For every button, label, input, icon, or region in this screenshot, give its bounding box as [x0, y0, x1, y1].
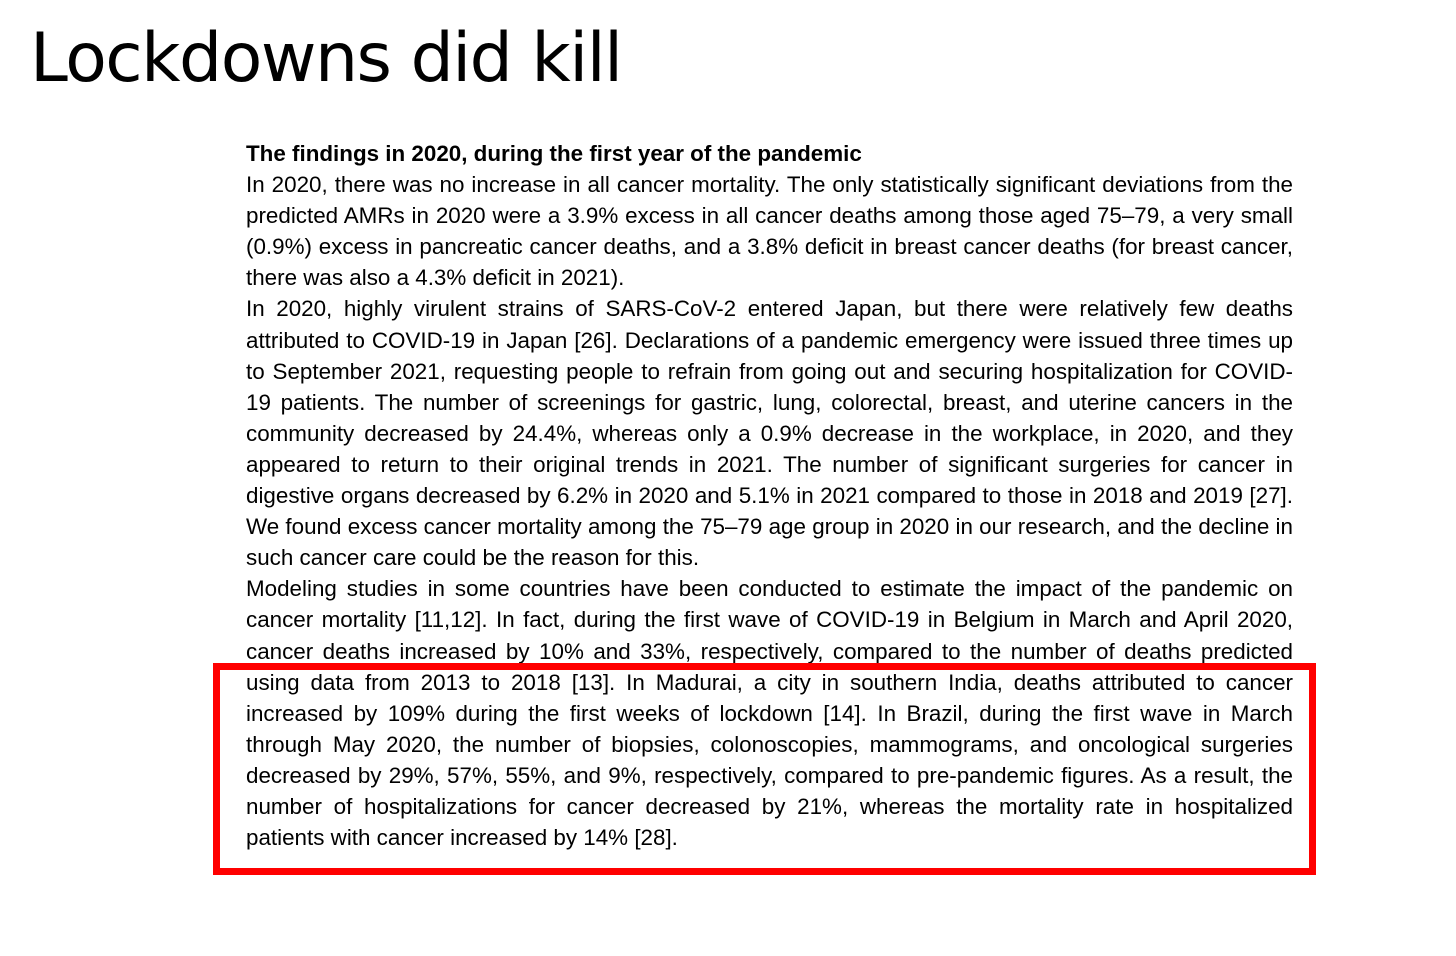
section-heading: The findings in 2020, during the first year of the pandemic — [246, 141, 862, 166]
paragraph-japan-screenings: In 2020, highly virulent strains of SARS-CoV-2 entered Japan, but there were relatively few deaths attributed to COVID-19 in Japan [26]. Declarations of a pandemic emergency were issued three times up to September 2021, requesting people to refrain from going out and securing hospitalization for COVID-19 patients. The number of screenings for gastric, lung, colorectal, breast, and uterine cancers in the community decreased by 24.4%, whereas only a 0.9% decrease in the workplace, in 2020, and they appeared to return to their original trends in 2021. The number of significant surgeries for cancer in digestive organs decreased by 6.2% in 2020 and 5.1% in 2021 compared to those in 2018 and 2019 [27]. We found excess cancer mortality among the 75–79 age group in 2020 in our research, and the decline in such cancer care could be the reason for this. — [246, 296, 1293, 571]
red-highlight-box — [213, 663, 1316, 875]
paragraph-cancer-mortality-2020: In 2020, there was no increase in all cancer mortality. The only statistically significant deviations from the predicted AMRs in 2020 were a 3.9% excess in all cancer deaths among those aged 75–79, a very small (0.9%) excess in pancreatic cancer deaths, and a 3.8% deficit in breast cancer deaths (for breast cancer, there was also a 4.3% deficit in 2021). — [246, 172, 1293, 291]
paragraph-modeling-studies: Modeling studies in some countries have been conducted to estimate the impact of the pandemic on cancer mortality [11,12]. In fact, during the first wave of COVID-19 in Belgium in March and April 2020, cancer deaths increased by 10% and 33%, respectively, compared to the number of deaths predicted using data from 2013 to 2018 [13]. In Madurai, a city in southern India, deaths attributed to cancer increased by 109% during the first weeks of lockdown [14]. In Brazil, during the first wave in March through May 2020, the number of biopsies, colonoscopies, mammograms, and oncological surgeries decreased by 29%, 57%, 55%, and 9%, respectively, compared to pre-pandemic figures. As a result, the number of hospitalizations for cancer decreased by 21%, whereas the mortality rate in hospitalized patients with cancer increased by 14% [28]. — [246, 576, 1293, 851]
slide-title: Lockdowns did kill — [30, 19, 622, 98]
